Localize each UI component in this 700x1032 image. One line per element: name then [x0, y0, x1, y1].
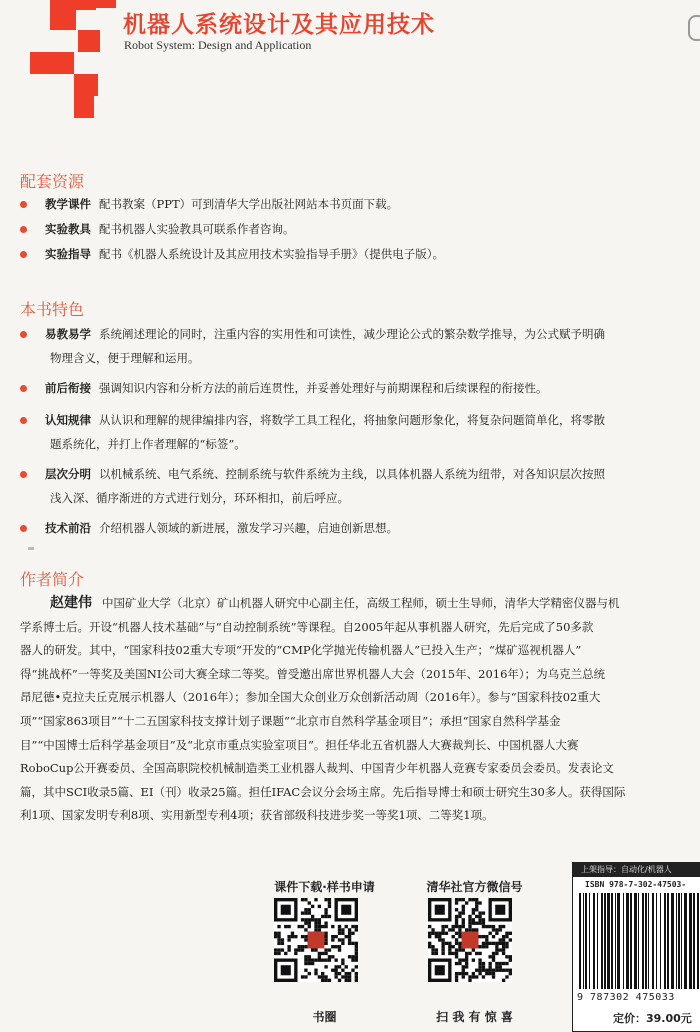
qr-code-icon [274, 898, 358, 982]
bullet-icon [20, 417, 27, 424]
feature-item: 层次分明 以机械系统、电气系统、控制系统与软件系统为主线，以具体机器人系统为纽带，对各知识层次按照 [20, 461, 700, 487]
resource-item: 实验指导 配书《机器人系统设计及其应用技术实验指导手册》（提供电子版）。 [20, 241, 700, 267]
qr-caption-scan: 扫 我 有 惊 喜 [436, 1010, 513, 1024]
bullet-icon [20, 201, 27, 208]
isbn-text: ISBN 978-7-302-47503- [585, 880, 687, 889]
bullet-icon [20, 525, 27, 532]
bullet-icon [20, 251, 27, 258]
feature-continuation: 物理含义，便于理解和运用。 [50, 351, 200, 365]
author-bio: 赵建伟 中国矿业大学（北京）矿山机器人研究中心副主任，高级工程师，硕士生导师，清华大学精密仪器与机 学系博士后。开设“机器人技术基础”与“自动控制系统”等课程。自2005年起从事机器人研究，先后完成了50多款 器人的研发。其中，“国家科技02重大专项”开发的“CMP化学抛光传输机器人”已投入生产；“煤矿巡视机器人” 得“挑战杯”一等奖及美国NI公司大赛全球二等奖。曾受邀出席世界机器人大会（2015年、2016年）；为乌克兰总统 昂尼德•克拉夫丘克展示机器人（2016年）；参加全国大众创业万众创新活动周（2016年）。参与“国家科技02重大 项”“国家863项目”“十二五国家科技支撑计划子课题”“北京市自然科学基金项目”；承担“国家自然科学基金 目”“中国博士后科学基金项目”及“北京市重点实验室项目”。担任华北五省机器人大赛裁判长、中国机器人大赛 RoboCup公开赛委员、全国高职院校机械制造类工业机器人裁判、中国青少年机器人竞赛专家委员会委员。发表论文 篇，其中SCI收录5篇、EI（刊）收录25篇。担任IFAC会议分会场主席。先后指导博士和硕士研究生30多人。获得国际 利1项、国家发明专利8项、实用新型专利4项；获省部级科技进步奖一等奖1项、二等奖1项。 [20, 595, 626, 823]
feature-continuation: 浅入深、循序渐进的方式进行划分，环环相扣，前后呼应。 [50, 491, 349, 505]
price-label: 定价：39.00元 [613, 1012, 692, 1025]
shelf-category: 上架指导：自动化/机器人 [573, 863, 700, 877]
resource-item: 教学课件 配书教案（PPT）可到清华大学出版社网站本书页面下载。 [20, 191, 700, 217]
book-subtitle: Robot System: Design and Application [124, 38, 312, 52]
resource-item: 实验教具 配书机器人实验教具可联系作者咨询。 [20, 216, 700, 242]
bullet-icon [20, 471, 27, 478]
book-title: 机器人系统设计及其应用技术 [123, 11, 435, 38]
author-heading: 作者简介 [20, 570, 85, 589]
edge-fragment [688, 15, 700, 41]
barcode-number: 9 787302 475033 [577, 992, 675, 1003]
qr-code-icon [428, 898, 512, 982]
dash-mark [28, 547, 34, 550]
feature-item: 前后衔接 强调知识内容和分析方法的前后连贯性，并妥善处理好与前期课程和后续课程的衔接性。 [20, 375, 700, 401]
qr-label-download: 课件下载·样书申请 [274, 880, 375, 894]
barcode-panel [572, 862, 700, 1032]
qr-caption-shuquan: 书圈 [312, 1010, 337, 1024]
features-heading: 本书特色 [20, 300, 85, 319]
bullet-icon [20, 226, 27, 233]
qr-label-wechat: 清华社官方微信号 [426, 880, 523, 894]
feature-item: 易教易学 系统阐述理论的同时，注重内容的实用性和可读性，减少理论公式的繁杂数学推导，为公式赋予明确 [20, 321, 700, 347]
author-name: 赵建伟 [50, 595, 92, 611]
bullet-icon [20, 385, 27, 392]
feature-item: 认知规律 从认识和理解的规律编排内容，将数学工具工程化，将抽象问题形象化，将复杂问题简单化，将零散 [20, 407, 700, 433]
feature-continuation: 题系统化，并打上作者理解的“标签”。 [50, 437, 246, 451]
resources-heading: 配套资源 [20, 172, 85, 191]
feature-item: 技术前沿 介绍机器人领域的新进展，激发学习兴趣，启迪创新思想。 [20, 515, 700, 541]
barcode-icon [577, 893, 700, 991]
bullet-icon [20, 331, 27, 338]
